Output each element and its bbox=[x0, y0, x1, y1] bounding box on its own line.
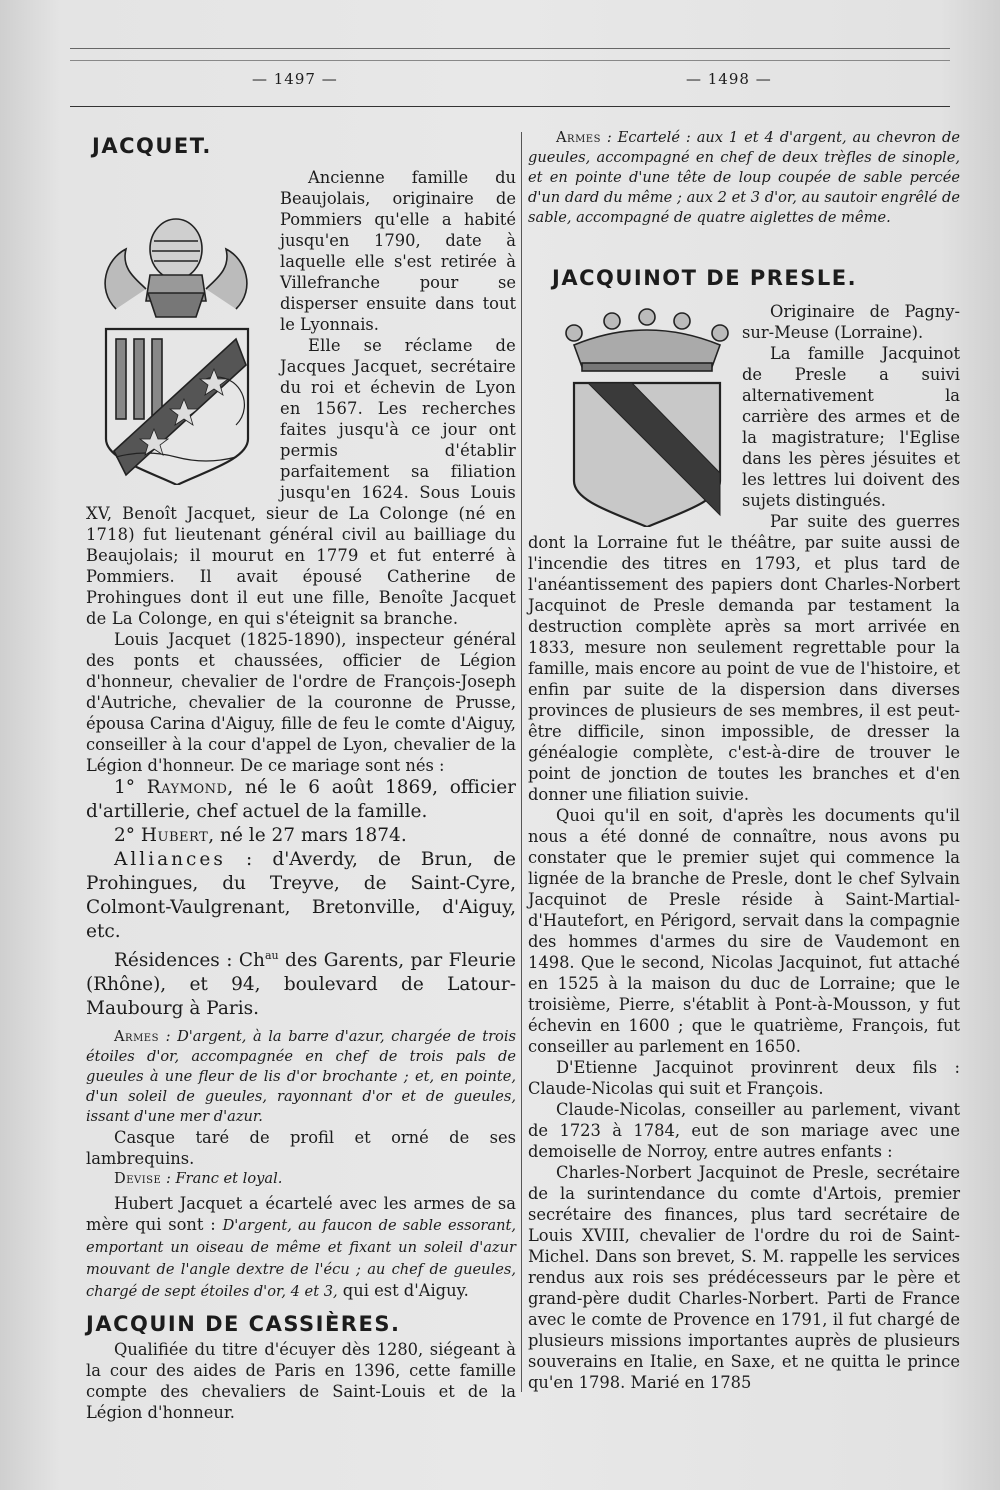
jacquinot-title: JACQUINOT DE PRESLE. bbox=[552, 266, 858, 290]
jacquinot-paragraph-6: Claude-Nicolas, conseiller au parlement, vivant de 1723 à 1784, eut de son mariage avec une demoiselle de Norroy, entre autres enfants : bbox=[528, 1100, 960, 1161]
hubert-arms-text: D'argent, au faucon de sable essorant, emportant un oiseau de même et fixant un soleil d'azur mouvant de l'angle dextre de l'écu ; au chef de gueules, chargé de sept étoiles d'or, 4 et 3, bbox=[86, 1217, 516, 1301]
hubert-pre: Hubert Jacquet a écartelé avec les armes de sa mère qui sont : bbox=[86, 1194, 516, 1235]
helmet-shield-icon bbox=[86, 189, 268, 485]
jacquet-armes bbox=[86, 1027, 516, 1127]
jacquinot-paragraph-3: Par suite des guerres dont la Lorraine fut le théâtre, par suite aussi de l'incendie des titres en 1793, et plus tard de l'anéantissement des papiers dont Charles-Norbert Jacquinot de Presle demanda par testament la destruction complète après sa mort arrivée en 1833, mesure non seulement regrettable pour la famille, mais encore au point de vue de l'histoire, et enfin par suite de la dispersion dans diverses provinces de plusieurs de ses membres, il est peut-être difficile, sinon impossible, de dresser la généalogie complète, c'est-à-dire de trouver le point de jonction de toutes les branches et d'en donner une filiation suivie. bbox=[528, 512, 960, 804]
child-1-number: 1° bbox=[114, 777, 147, 798]
page-number-left: — 1497 — bbox=[252, 70, 338, 88]
child-2-name: Hubert bbox=[140, 825, 209, 846]
top-rule bbox=[70, 48, 950, 49]
child-2-number: 2° bbox=[114, 825, 141, 846]
jacquinot-paragraph-5: D'Etienne Jacquinot provinrent deux fils : Claude-Nicolas qui suit et François. bbox=[528, 1058, 960, 1098]
preceding-armes bbox=[528, 128, 960, 228]
jacquinot-paragraph-2: La famille Jacquinot de Presle a suivi alternativement la carrière des armes et de la magistrature; l'Eglise dans les pères jésuites et les lettres lui doivent des sujets distingués. bbox=[742, 344, 960, 510]
residences-text: des Garents, par Fleurie (Rhône), et 94, boulevard de Latour-Maubourg à Paris. bbox=[86, 950, 516, 1020]
devise-text: : Franc et loyal. bbox=[161, 1170, 283, 1188]
right-armes-label: Armes bbox=[556, 129, 601, 146]
jacquet-child-1 bbox=[86, 776, 516, 824]
child-1-name: Raymond bbox=[146, 777, 228, 798]
jacquin-paragraph-1: Qualifiée du titre d'écuyer dès 1280, siégeant à la cour des aides de Paris en 1396, cette famille compte des chevaliers de Saint-Louis et de la Légion d'honneur. bbox=[86, 1340, 516, 1423]
residences-sup: au bbox=[264, 949, 279, 962]
residences-label: Résidences bbox=[114, 950, 220, 972]
jacquinot-paragraph-7: Charles-Norbert Jacquinot de Presle, secrétaire de la surintendance du comte d'Artois, premier secrétaire des finances, plus tard secrétaire de Louis XVIII, chevalier de l'ordre du roi de Saint-Michel. Dans son brevet, S. M. rappelle les services rendus aux rois ses prédécesseurs par le père et grand-père dudit Charles-Norbert. Parti de France avec le comte de Provence en 1791, il fut chargé de plusieurs missions importantes auprès de plusieurs souverains en Italie, en Saxe, et ne quitta le prince qu'en 1798. Marié en 1785 bbox=[528, 1163, 960, 1392]
coronet-shield-icon bbox=[562, 305, 732, 527]
jacquet-devise bbox=[86, 1169, 516, 1189]
jacquinot-paragraph-1: Originaire de Pagny-sur-Meuse (Lorraine). bbox=[742, 302, 960, 342]
column-divider bbox=[521, 132, 522, 1392]
jacquet-paragraph-2: Elle se réclame de Jacques Jacquet, secrétaire du roi et échevin de Lyon en 1567. Les recherches faites jusqu'à ce jour ont permis d'établir parfaitement sa filiation jusqu'en 1624. Sous Louis XV, Benoît Jacquet, sieur de La Colonge (né en 1718) fut lieutenant général civil au bailliage du Beaujolais; il mourut en 1779 et fut enterré à Pommiers. Il avait épousé Catherine de Prohingues dont il eut une fille, Benoîte Jacquet de La Colonge, en qui s'éteignit sa branche. bbox=[86, 336, 516, 628]
alliances-label: Alliances bbox=[114, 849, 226, 870]
jacquet-residences bbox=[86, 944, 516, 1021]
child-2-text: , né le 27 mars 1874. bbox=[208, 825, 407, 846]
header-rule bbox=[70, 106, 950, 107]
right-column bbox=[528, 128, 960, 1393]
jacquin-title: JACQUIN DE CASSIÈRES. bbox=[86, 1312, 401, 1337]
devise-label: Devise bbox=[114, 1170, 162, 1188]
child-1-text: , né le 6 août 1869, officier d'artillerie, chef actuel de la famille. bbox=[86, 777, 516, 822]
jacquet-casque: Casque taré de profil et orné de ses lambrequins. bbox=[86, 1128, 516, 1169]
jacquet-coat-of-arms bbox=[86, 189, 268, 485]
top-rule-inner bbox=[70, 60, 950, 61]
left-column bbox=[86, 136, 516, 1423]
jacquinot-coat-of-arms bbox=[562, 305, 732, 527]
jacquet-hubert-arms bbox=[86, 1193, 516, 1302]
armes-label: Armes bbox=[114, 1028, 159, 1046]
jacquet-alliances bbox=[86, 848, 516, 944]
hubert-post: qui est d'Aiguy. bbox=[337, 1281, 469, 1301]
armes-text: : D'argent, à la barre d'azur, chargée de trois étoiles d'or, accompagnée en chef de trois pals de gueules à une fleur de lis d'or brochante ; et, en pointe, d'un soleil de gueules, rayonnant d'or et de gueules, issant d'une mer d'azur. bbox=[86, 1028, 516, 1126]
right-armes-text: : Ecartelé : aux 1 et 4 d'argent, au chevron de gueules, accompagné en chef de deux trèfles de sinople, et en pointe d'une tête de loup coupée de sable percée d'un dard du même ; aux 2 et 3 d'or, au sautoir engrêlé de sable, accompagné de quatre aiglettes de même. bbox=[528, 129, 960, 226]
jacquet-title: JACQUET. bbox=[92, 134, 212, 158]
page-number-right: — 1498 — bbox=[686, 70, 772, 88]
jacquet-paragraph-3: Louis Jacquet (1825-1890), inspecteur général des ponts et chaussées, officier de Légion d'honneur, chevalier de l'ordre de François-Joseph d'Autriche, chevalier de la couronne de Prusse, épousa Carina d'Aiguy, fille de feu le comte d'Aiguy, conseiller à la cour d'appel de Lyon, chevalier de la Légion d'honneur. De ce mariage sont nés : bbox=[86, 630, 516, 775]
jacquet-child-2 bbox=[86, 824, 516, 848]
jacquet-paragraph-1: Ancienne famille du Beaujolais, originaire de Pommiers qu'elle a habité jusqu'en 1790, date à laquelle elle s'est retirée à Villefranche pour se disperser ensuite dans tout le Lyonnais. bbox=[280, 168, 516, 334]
alliances-text: : d'Averdy, de Brun, de Prohingues, du Treyve, de Saint-Cyre, Colmont-Vaulgrenant, Bretonville, d'Aiguy, etc. bbox=[86, 849, 516, 942]
residences-pre: : Ch bbox=[219, 950, 265, 972]
jacquinot-paragraph-4: Quoi qu'il en soit, d'après les documents qu'il nous a été donné de connaître, nous avons pu constater que le premier sujet qui commence la lignée de la branche de Presle, dont le chef Sylvain Jacquinot de Presle réside à Saint-Martial-d'Hautefort, en Périgord, servait dans la compagnie des hommes d'armes du sire de Vaudemont en 1498. Que le second, Nicolas Jacquinot, fut attaché en 1525 à la maison du duc de Lorraine; que le troisième, Pierre, s'établit à Pont-à-Mousson, y fut échevin en 1600 ; que le quatrième, François, fut conseiller au parlement en 1650. bbox=[528, 806, 960, 1056]
